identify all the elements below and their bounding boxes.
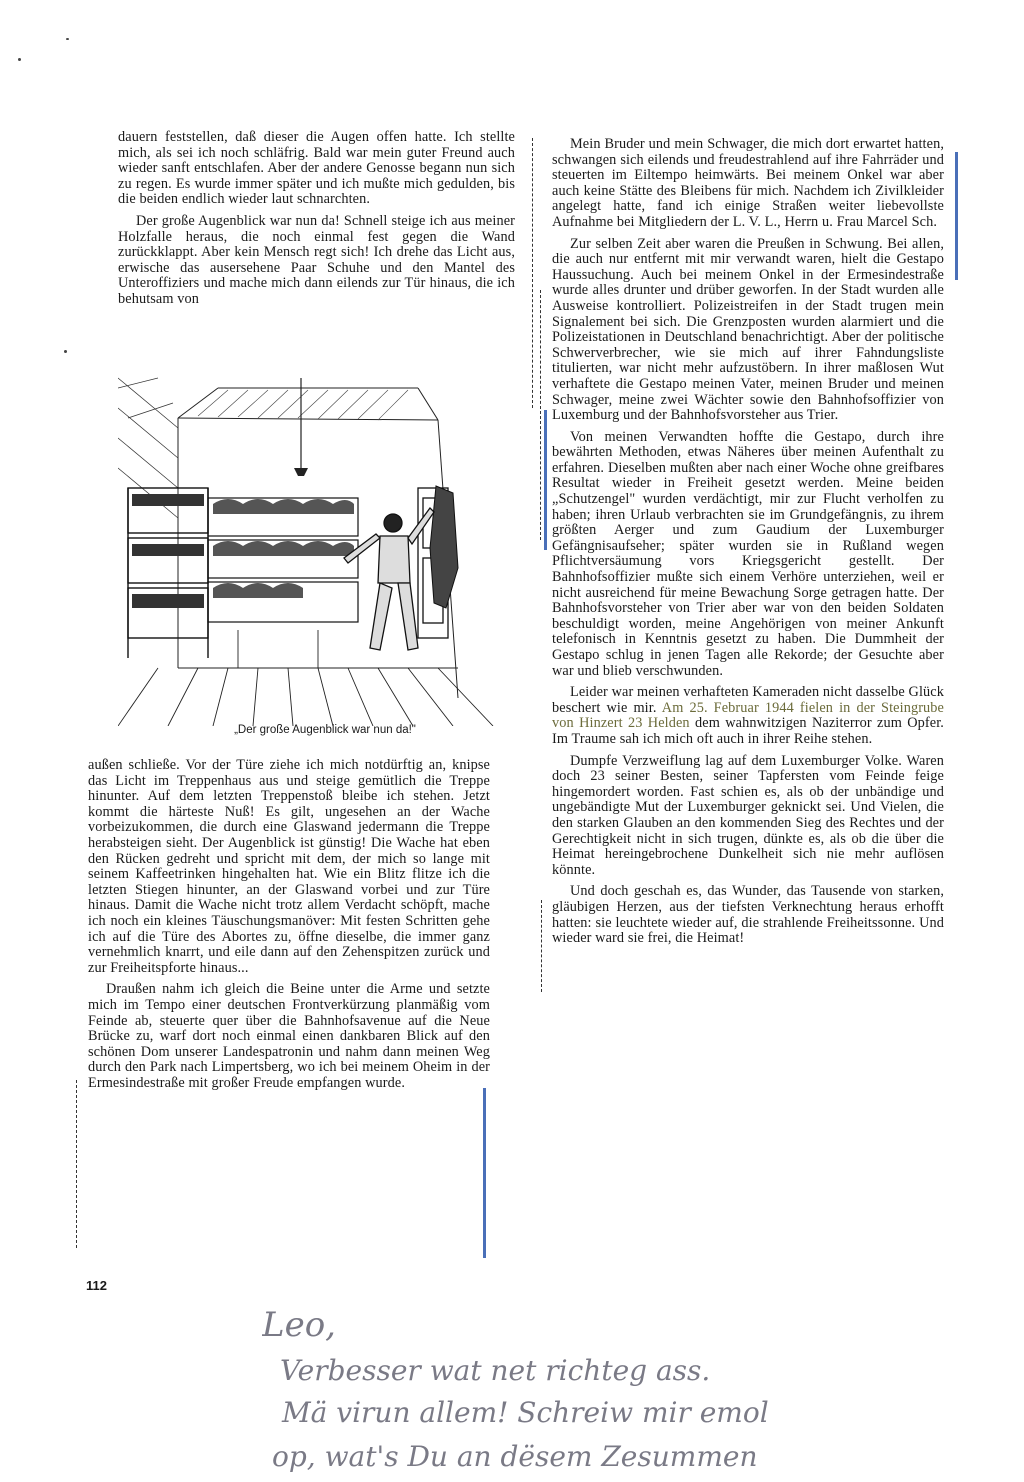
barracks-illustration — [118, 368, 516, 726]
illustration-caption: „Der große Augenblick war nun da!" — [234, 724, 416, 736]
paragraph: Und doch geschah es, das Wunder, das Tausende von starken, gläubigen Herzen, aus der tiefsten Verknechtung heraus erhofft hatten: sie leuchtete wieder auf, die strahlende Freiheitssonne. Und wieder ward sie frei, die Heimat! — [552, 883, 944, 947]
scan-speck — [64, 350, 67, 353]
margin-mark — [532, 138, 533, 408]
margin-mark — [540, 290, 541, 540]
left-column-top — [118, 130, 515, 308]
margin-mark-blue — [955, 152, 958, 280]
text-span: Leider war meinen verhafteten Kameraden nicht dasselbe Glück beschert wie mir. — [552, 684, 944, 716]
highlighted-text: Am 25. Februar 1944 fielen in der Steingrube von Hinzert 23 Helden — [552, 699, 944, 732]
paragraph: Zur selben Zeit aber waren die Preußen in Schwung. Bei allen, die auch nur entfernt mit mir verwandt waren, hielt die Gestapo Haussuchung. Auch bei meinem Onkel in der Ermesindestraße wurde alles drunter und drüber geworfen. In der Stadt wurden alle Ausweise kontrolliert. Polizeistreifen in der Stadt trugen mein Signalement bei sich. Die Grenzposten wurden alarmiert und die Polizeistationen in Deutschland benachrichtigt. Aber der politische Schwerverbrecher, wie sie mich auf ihrer Fahndungsliste titulierten, war nicht mehr aufzustöbern. In ihrer maßlosen Wut verhaftete die Gestapo meinen Vater, meinen Bruder und meinen Schwager, meine zwei Wächter sowie den Bahnhofsoffizier von Luxemburg und der Bahnhofsvorsteher aus Trier. — [552, 235, 944, 424]
paragraph: Mein Bruder und mein Schwager, die mich dort erwartet hatten, schwangen sich eilends und freudestrahlend auf ihre Fahrräder und steuerten im Eiltempo heimwärts. Bei meinem Onkel war aber auch keine Stätte des Bleibens für mich. Nachdem ich Zivilkleider angelegt hatte, fand ich einige Straßen weiter liebevollste Aufnahme bei Mitgliedern der L. V. L., Herrn u. Frau Marcel Sch. — [552, 136, 944, 230]
margin-mark — [76, 1080, 77, 1248]
paragraph: Draußen nahm ich gleich die Beine unter die Arme und setzte mich im Tempo einer deutschen Frontverkürzung planmäßig vom Feinde ab, steuerte quer über die Bahnhofsavenue auf die Neue Brücke zu, warf dort noch einmal einen dankbaren Blick auf den schönen Dom unserer Landespatronin und nahm dann meinen Weg durch den Park nach Limpertsberg, wo ich bei meinem Oheim in der Ermesindestraße mit großer Freude empfangen wurde. — [88, 981, 490, 1091]
scan-speck — [66, 38, 69, 40]
text-span: dem wahnwitzigen Naziterror zum Opfer. Im Traume sah ich mich oft auch in ihrer Reihe stehen. — [552, 715, 944, 747]
paragraph: Der große Augenblick war nun da! Schnell steige ich aus meiner Holzfalle heraus, die noch einmal fest gegen die Wand zurückklappt. Aber kein Mensch regt sich! Ich drehe das Licht aus, erwische das ausersehene Paar Schuhe und den Mantel des Unteroffiziers und mache mich dann eilends zur Tür hinaus, die ich behutsam von — [118, 212, 515, 307]
handwritten-line: Mä virun allem! Schreiw mir emol — [282, 1396, 769, 1429]
paragraph: Von meinen Verwandten hoffte die Gestapo, durch ihre bewährten Methoden, etwas Näheres über meinen Aufenthalt zu erfahren. Dieselben mußten aber nach einer Woche ohne greifbares Resultat wieder in Freiheit gesetzt werden. Meine beiden „Schutzengel" wurden verdächtigt, mir zur Flucht verholfen zu haben; ihren Urlaub verbrachten sie im Grundgefängnis, zu ihrem größten Aerger und zum Gaudium der Luxemburger Gefängnisaufseher; später wurden sie in Rußland wegen Pflichtversäumung vors Kriegsgericht gestellt. Der Bahnhofsoffizier mußte sich einem Verhöre unterziehen, weil er nicht ausreichend für meine Bewachung Sorge getragen hatte. Der Bahnhofsvorsteher von Trier aber war von den beiden Soldaten beschuldigt worden, meine Angehörigen von meiner Ankunft telefonisch in Kenntnis gesetzt zu haben. Die Dummheit der Gestapo schlug in jenen Tagen alle Rekorde; der Gesuchte aber war und blieb verschwunden. — [552, 428, 944, 679]
left-column-bottom — [88, 758, 490, 1091]
handwritten-line: Verbesser wat net richteg ass. — [280, 1354, 711, 1387]
handwritten-line: Leo, — [262, 1305, 336, 1345]
handwritten-note — [262, 1296, 982, 1476]
paragraph — [552, 685, 944, 747]
paragraph: Dumpfe Verzweiflung lag auf dem Luxemburger Volke. Waren doch 23 seiner Besten, seiner Tapfersten vom Feinde feige hingemordert worden. Fast schien es, als ob der unbändige und ungebändigte Mut der Luxemburger geknickt sei. Und Vielen, die den starken Glauben an den kommenden Sieg des Rechtes und der Gerechtigkeit nicht in sich trugen, dünkte es, als ob die über die Heimat hereingebrochene Dunkelheit sich nie mehr auflösen könnte. — [552, 752, 944, 878]
handwritten-line: op, wat's Du an dësem Zesummen — [272, 1440, 758, 1473]
right-column — [552, 137, 944, 947]
paragraph: dauern feststellen, daß dieser die Augen offen hatte. Ich stellte mich, als sei ich noch schläfrig. Bald war mein guter Freund auch wieder sanft entschlafen. Aber der andere Genosse begann nun sich zu regen. Es wurde immer später und ich mußte mich gedulden, bis die beiden endlich wieder laut schnarchten. — [118, 129, 515, 208]
paragraph: außen schließe. Vor der Türe ziehe ich mich notdürftig an, knipse das Licht im Treppenhaus aus und steige gemütlich die Treppe hinunter. Auf dem letzten Treppenstoß bleibe ich stehen. Jetzt kommt die härteste Nuß! Es gilt, ungesehen an der Wache vorbeizukommen, die durch eine Glaswand jedermann die Treppe herabsteigen sieht. Der Augenblick ist günstig! Die Wache hat eben den Rücken gedreht und spricht mit dem, der mich so lange mit seinem Kaffeetrinken hingehalten hat. Wie ein Blitz flitze ich die letzten Stiegen hinunter, an der Glaswand vorbei und zur Türe hinaus. Damit die Wache nicht trotz allem Verdacht schöpft, mache ich noch ein kleines Täuschungsmanöver: Mit festen Schritten gehe ich auf die Türe des Abortes zu, öffne dieselbe, die immer ganz vernehmlich knarrt, und eile dann auf den Zehenspitzen zurück und zur Freiheitspforte hinaus... — [88, 757, 490, 976]
page-number: 112 — [86, 1278, 107, 1293]
scan-speck — [18, 58, 21, 61]
margin-mark — [541, 900, 542, 992]
margin-mark-blue — [544, 410, 547, 550]
margin-mark-blue — [483, 1088, 486, 1258]
